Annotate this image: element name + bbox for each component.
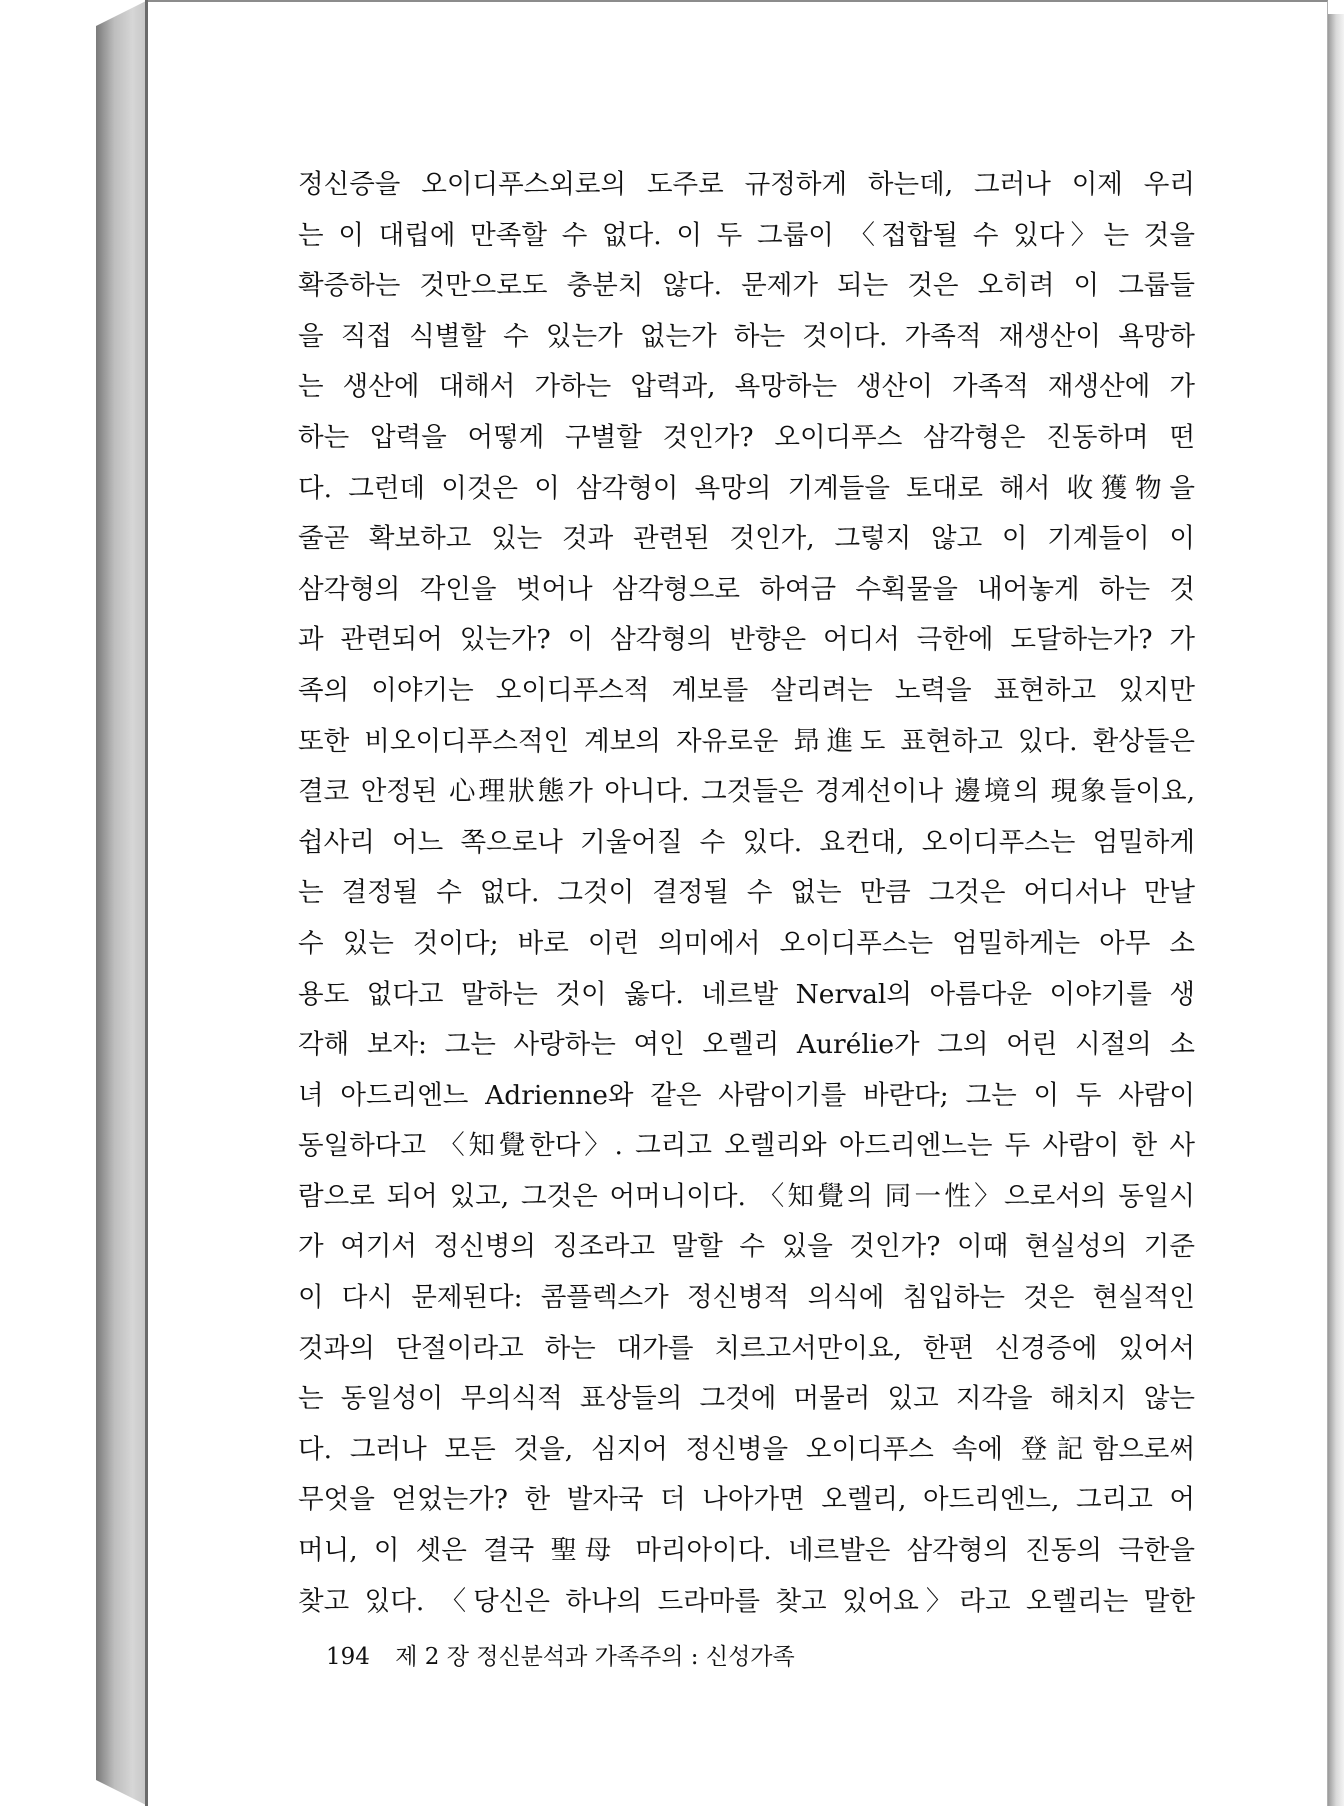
text-line: 찾고 있다. 〈당신은 하나의 드라마를 찾고 있어요〉라고 오렐리는 말한 — [298, 1585, 1195, 1617]
text-line: 과 관련되어 있는가? 이 삼각형의 반향은 어디서 극한에 도달하는가? 가 — [298, 624, 1195, 656]
text-line: 줄곧 확보하고 있는 것과 관련된 것인가, 그렇지 않고 이 기계들이 이 — [298, 523, 1195, 555]
text-line: 무엇을 얻었는가? 한 발자국 더 나아가면 오렐리, 아드리엔느, 그리고 어 — [298, 1484, 1195, 1516]
text-line: 머니, 이 셋은 결국 聖母 마리아이다. 네르발은 삼각형의 진동의 극한을 — [298, 1535, 1195, 1567]
text-line: 가 여기서 정신병의 징조라고 말할 수 있을 것인가? 이때 현실성의 기준 — [298, 1231, 1195, 1263]
text-line: 는 이 대립에 만족할 수 없다. 이 두 그룹이 〈접합될 수 있다〉는 것을 — [298, 219, 1195, 251]
text-line: 동일하다고 〈知覺한다〉. 그리고 오렐리와 아드리엔느는 두 사람이 한 사 — [298, 1130, 1195, 1162]
page-number: 194 — [326, 1644, 370, 1670]
chapter-title: 제 2 장 정신분석과 가족주의 : 신성가족 — [395, 1644, 795, 1670]
text-line: 녀 아드리엔느 Adrienne와 같은 사람이기를 바란다; 그는 이 두 사람이 — [298, 1079, 1195, 1111]
text-line: 는 결정될 수 없다. 그것이 결정될 수 없는 만큼 그것은 어디서나 만날 — [298, 877, 1195, 909]
page-shadow — [1328, 14, 1344, 1806]
text-line: 다. 그러나 모든 것을, 심지어 정신병을 오이디푸스 속에 登記함으로써 — [298, 1433, 1195, 1465]
text-line: 것과의 단절이라고 하는 대가를 치르고서만이요, 한편 신경증에 있어서 — [298, 1332, 1195, 1364]
text-line: 는 생산에 대해서 가하는 압력과, 욕망하는 생산이 가족적 재생산에 가 — [298, 371, 1195, 403]
text-line: 결코 안정된 心理狀態가 아니다. 그것들은 경계선이나 邊境의 現象들이요, — [298, 776, 1195, 808]
page-footer — [326, 1638, 795, 1671]
text-line: 확증하는 것만으로도 충분치 않다. 문제가 되는 것은 오히려 이 그룹들 — [298, 270, 1195, 302]
text-line: 수 있는 것이다; 바로 이런 의미에서 오이디푸스는 엄밀하게는 아무 소 — [298, 927, 1195, 959]
text-line: 족의 이야기는 오이디푸스적 계보를 살리려는 노력을 표현하고 있지만 — [298, 674, 1195, 706]
text-line: 삼각형의 각인을 벗어나 삼각형으로 하여금 수획물을 내어놓게 하는 것 — [298, 573, 1195, 605]
book-spine-edge — [96, 0, 148, 1806]
text-line: 쉽사리 어느 쪽으로나 기울어질 수 있다. 요컨대, 오이디푸스는 엄밀하게 — [298, 826, 1195, 858]
text-line: 정신증을 오이디푸스외로의 도주로 규정하게 하는데, 그러나 이제 우리 — [298, 169, 1195, 200]
body-text — [298, 160, 1195, 1627]
text-line: 각해 보자: 그는 사랑하는 여인 오렐리 Aurélie가 그의 어린 시절의 소 — [298, 1029, 1195, 1061]
text-line: 다. 그런데 이것은 이 삼각형이 욕망의 기계들을 토대로 해서 收獲物을 — [298, 472, 1195, 504]
text-line: 용도 없다고 말하는 것이 옳다. 네르발 Nerval의 아름다운 이야기를 생 — [298, 978, 1195, 1010]
text-line: 는 동일성이 무의식적 표상들의 그것에 머물러 있고 지각을 해치지 않는 — [298, 1383, 1195, 1415]
text-line: 람으로 되어 있고, 그것은 어머니이다. 〈知覺의 同一性〉으로서의 동일시 — [298, 1180, 1195, 1212]
text-line: 을 직접 식별할 수 있는가 없는가 하는 것이다. 가족적 재생산이 욕망하 — [298, 320, 1195, 352]
text-line: 하는 압력을 어떻게 구별할 것인가? 오이디푸스 삼각형은 진동하며 떤 — [298, 421, 1195, 453]
text-line: 이 다시 문제된다: 콤플렉스가 정신병적 의식에 침입하는 것은 현실적인 — [298, 1282, 1195, 1314]
text-line: 또한 비오이디푸스적인 계보의 자유로운 昻進도 표현하고 있다. 환상들은 — [298, 725, 1195, 757]
